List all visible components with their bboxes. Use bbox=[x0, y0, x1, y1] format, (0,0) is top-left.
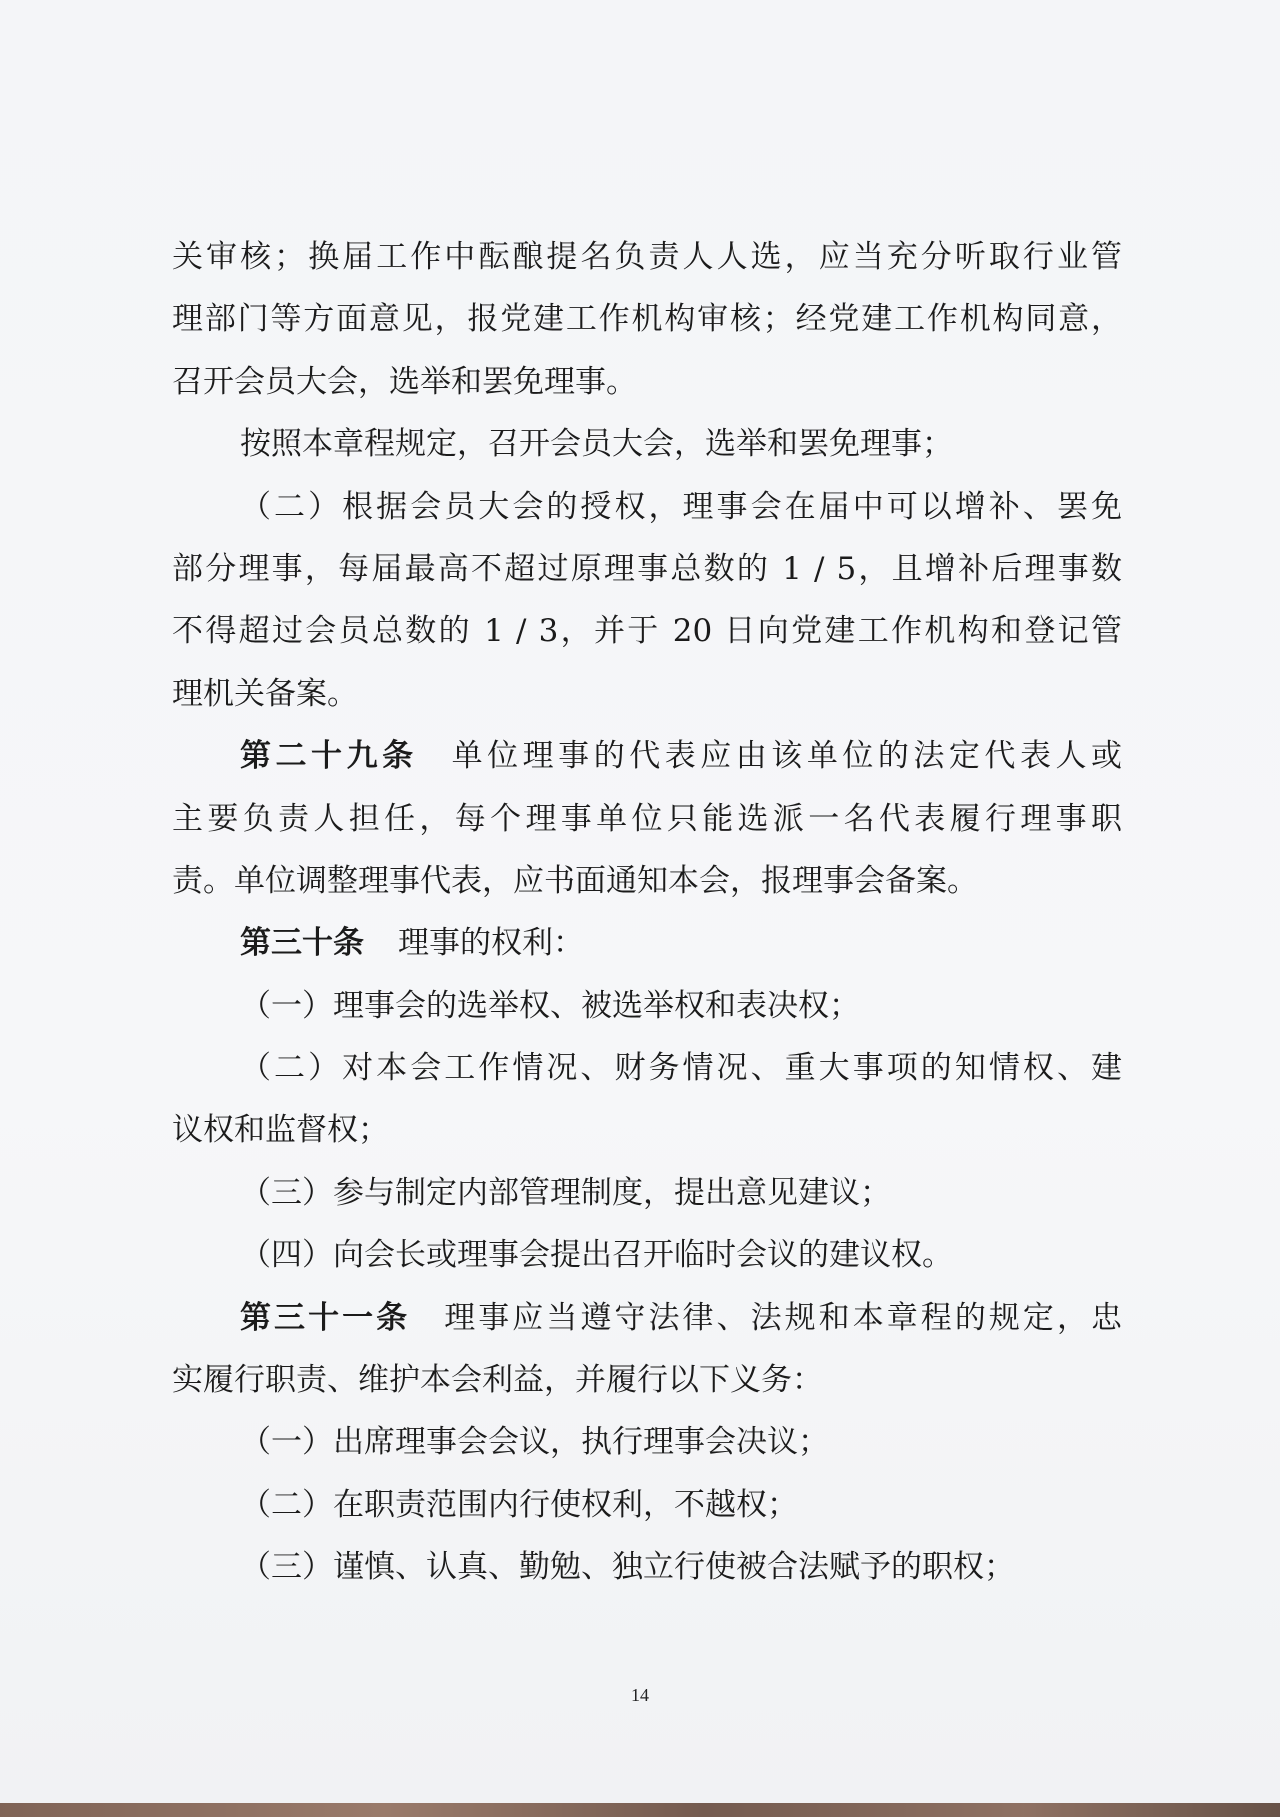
article-title: 第三十一条 bbox=[240, 1299, 411, 1336]
page-number: 14 bbox=[631, 1685, 649, 1705]
text-line: 责。单位调整理事代表，应书面通知本会，报理事会备案。 bbox=[172, 862, 978, 899]
article-30-heading-line bbox=[172, 912, 1122, 974]
document-body bbox=[172, 226, 1122, 1599]
text-line: 召开会员大会，选举和罢免理事。 bbox=[172, 363, 637, 400]
article-31-heading-line bbox=[172, 1287, 1122, 1349]
scan-bottom-edge bbox=[0, 1803, 1280, 1817]
text-line: （三）谨慎、认真、勤勉、独立行使被合法赋予的职权； bbox=[240, 1549, 1015, 1586]
text-line: （二）根据会员大会的授权，理事会在届中可以增补、罢免 bbox=[240, 488, 1122, 525]
article-title: 第二十九条 bbox=[240, 738, 418, 775]
text-line: （二）对本会工作情况、财务情况、重大事项的知情权、建 bbox=[240, 1050, 1122, 1087]
text-line: 关审核；换届工作中酝酿提名负责人人选，应当充分听取行业管 bbox=[172, 239, 1122, 275]
article-text: 单位理事的代表应由该单位的法定代表人或 bbox=[451, 738, 1122, 775]
text-line: 理部门等方面意见，报党建工作机构审核；经党建工作机构同意， bbox=[172, 301, 1122, 338]
text-line: 按照本章程规定，召开会员大会，选举和罢免理事； bbox=[240, 426, 953, 463]
text-line: 不得超过会员总数的 1 / 3，并于 20 日向党建工作机构和登记管 bbox=[172, 613, 1122, 650]
text-line: 议权和监督权； bbox=[172, 1112, 389, 1149]
text-line: 理机关备案。 bbox=[172, 675, 358, 712]
text-line: （三）参与制定内部管理制度，提出意见建议； bbox=[240, 1174, 891, 1211]
text-line: （四）向会长或理事会提出召开临时会议的建议权。 bbox=[240, 1237, 953, 1274]
text-line: （一）出席理事会会议，执行理事会决议； bbox=[240, 1424, 829, 1461]
text-line: 实履行职责、维护本会利益，并履行以下义务： bbox=[172, 1362, 823, 1399]
article-text: 理事的权利： bbox=[398, 925, 584, 962]
article-29-heading-line bbox=[172, 725, 1122, 787]
text-line: （一）理事会的选举权、被选举权和表决权； bbox=[240, 987, 860, 1024]
text-line: 部分理事，每届最高不超过原理事总数的 1 / 5，且增补后理事数 bbox=[172, 550, 1122, 587]
text-line: 主要负责人担任，每个理事单位只能选派一名代表履行理事职 bbox=[172, 800, 1122, 837]
text-line: （二）在职责范围内行使权利，不越权； bbox=[240, 1486, 798, 1523]
article-title: 第三十条 bbox=[240, 925, 364, 962]
article-text: 理事应当遵守法律、法规和本章程的规定，忠 bbox=[444, 1299, 1123, 1336]
